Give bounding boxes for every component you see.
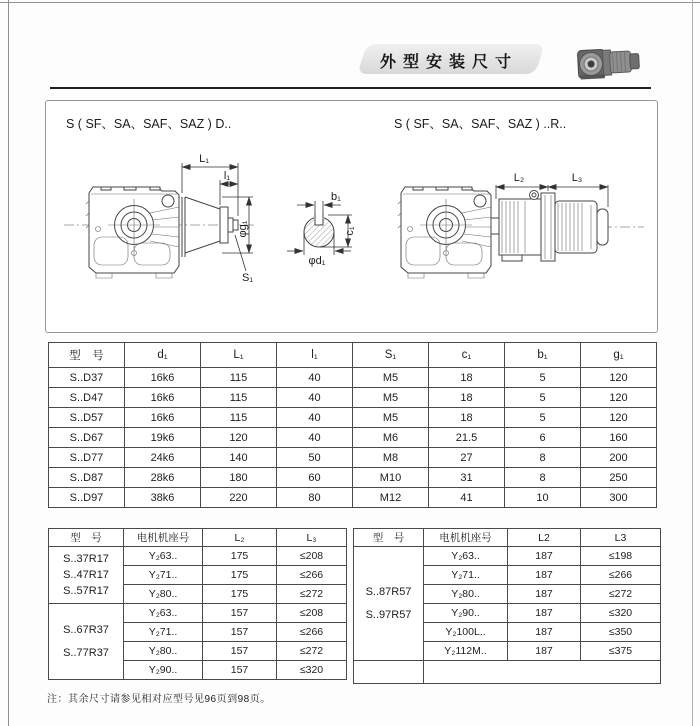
dim-label-b1: b₁ xyxy=(331,191,341,203)
table-cell: 157 xyxy=(203,623,277,642)
table-cell: Y₂71.. xyxy=(124,566,203,585)
table-cell: M10 xyxy=(353,468,429,488)
table-row xyxy=(49,368,657,388)
table-cell: 115 xyxy=(201,388,277,408)
table-cell: 40 xyxy=(277,428,353,448)
table-cell: S..D47 xyxy=(49,388,125,408)
table-cell: Y₂90.. xyxy=(124,661,203,680)
table-cell: 16k6 xyxy=(125,408,201,428)
table-cell: Y₂80.. xyxy=(424,585,508,604)
table-cell: 157 xyxy=(203,604,277,623)
table-cell: 41 xyxy=(429,488,505,508)
motor-table-r57 xyxy=(353,528,661,684)
column-header: g₁ xyxy=(581,343,657,368)
table-row xyxy=(49,408,657,428)
table-cell: 18 xyxy=(429,368,505,388)
column-header: d₁ xyxy=(125,343,201,368)
table-row xyxy=(49,547,347,566)
dim-label-L2: L₂ xyxy=(513,172,525,184)
table-cell: 157 xyxy=(203,661,277,680)
page-border-left xyxy=(8,0,9,726)
table-cell: ≤208 xyxy=(277,604,347,623)
gearmotor-photo-art xyxy=(574,38,646,86)
table-cell: S..D57 xyxy=(49,408,125,428)
table-cell: 115 xyxy=(201,408,277,428)
table-cell: Y₂63.. xyxy=(124,604,203,623)
footnote: 注：其余尺寸请参见相对应型号见96页到98页。 xyxy=(47,694,271,705)
table-cell: Y₂112M.. xyxy=(424,642,508,661)
table-cell: 157 xyxy=(203,642,277,661)
r-type-drawing xyxy=(398,172,644,278)
table-cell: 120 xyxy=(581,408,657,428)
table-cell: 300 xyxy=(581,488,657,508)
table-row xyxy=(49,604,347,623)
page-border-top xyxy=(0,2,700,3)
motor-table-header-row xyxy=(354,529,661,547)
dim-label-L1: L₁ xyxy=(199,153,209,165)
table-cell: 10 xyxy=(505,488,581,508)
table-cell: ≤266 xyxy=(277,623,347,642)
page-border-right xyxy=(692,0,693,726)
table-row xyxy=(49,428,657,448)
table-cell: 18 xyxy=(429,388,505,408)
table-cell: Y₂100L.. xyxy=(424,623,508,642)
column-header: c₁ xyxy=(429,343,505,368)
table-cell: M5 xyxy=(353,408,429,428)
table-cell: ≤272 xyxy=(277,585,347,604)
table-cell: 200 xyxy=(581,448,657,468)
table-cell: S..D77 xyxy=(49,448,125,468)
table-row xyxy=(49,448,657,468)
table-cell: Y₂80.. xyxy=(124,642,203,661)
table-cell: 187 xyxy=(508,547,581,566)
table-cell: ≤266 xyxy=(277,566,347,585)
dim-label-L3: L₃ xyxy=(571,172,583,184)
table-cell: ≤320 xyxy=(277,661,347,680)
table-cell: 40 xyxy=(277,368,353,388)
table-cell: Y₂80.. xyxy=(124,585,203,604)
table-cell: 187 xyxy=(508,604,581,623)
table-row xyxy=(49,488,657,508)
table-cell: Y₂63.. xyxy=(424,547,508,566)
table-cell: Y₂90.. xyxy=(424,604,508,623)
table-cell xyxy=(354,661,424,684)
column-header: b₁ xyxy=(505,343,581,368)
motor-table-r17-r37 xyxy=(48,528,347,680)
table-cell: ≤272 xyxy=(277,642,347,661)
motor-table-header-row xyxy=(49,529,347,547)
table-cell: 28k6 xyxy=(125,468,201,488)
column-header: 电机机座号 xyxy=(424,529,508,547)
table-cell: M12 xyxy=(353,488,429,508)
table-cell: 175 xyxy=(203,566,277,585)
model-label: S..87R57 xyxy=(365,585,412,598)
model-group-cell xyxy=(49,547,124,604)
table-cell: 38k6 xyxy=(125,488,201,508)
dim-label-c1: c₁ xyxy=(344,226,356,236)
model-label: S..47R17 xyxy=(63,568,109,581)
table-cell: ≤350 xyxy=(581,623,661,642)
table-cell: M8 xyxy=(353,448,429,468)
model-label: S..77R37 xyxy=(63,646,109,659)
gearmotor-photo xyxy=(574,38,646,91)
model-group-cell xyxy=(49,604,124,680)
section-label-r-type: S ( SF、SA、SAF、SAZ ) ..R.. xyxy=(394,117,567,131)
shaft-cross-section-drawing xyxy=(287,191,356,267)
dim-label-S1: S₁ xyxy=(242,272,254,284)
table-cell: M5 xyxy=(353,368,429,388)
table-cell: 5 xyxy=(505,368,581,388)
table-cell: 19k6 xyxy=(125,428,201,448)
model-group-cell xyxy=(354,547,424,661)
table-cell: S..D67 xyxy=(49,428,125,448)
table-row xyxy=(49,468,657,488)
table-cell xyxy=(424,661,661,684)
column-header: L3 xyxy=(581,529,661,547)
table-cell: 175 xyxy=(203,547,277,566)
table-cell: 31 xyxy=(429,468,505,488)
table-cell: 250 xyxy=(581,468,657,488)
table-cell: 187 xyxy=(508,642,581,661)
table-cell: 24k6 xyxy=(125,448,201,468)
column-header: l₁ xyxy=(277,343,353,368)
dim-label-d1: φd₁ xyxy=(308,255,326,267)
table-cell: 120 xyxy=(581,388,657,408)
table-cell: 6 xyxy=(505,428,581,448)
main-dimension-table xyxy=(48,342,657,508)
model-label: S..67R37 xyxy=(63,623,109,636)
table-cell: 120 xyxy=(201,428,277,448)
table-cell: ≤320 xyxy=(581,604,661,623)
empty-row xyxy=(354,661,661,684)
column-header: 型 号 xyxy=(354,529,424,547)
table-cell: 60 xyxy=(277,468,353,488)
table-cell: 160 xyxy=(581,428,657,448)
d-type-drawing xyxy=(64,153,256,284)
table-cell: Y₂63.. xyxy=(124,547,203,566)
table-cell: 16k6 xyxy=(125,388,201,408)
table-row xyxy=(354,547,661,566)
table-cell: ≤198 xyxy=(581,547,661,566)
column-header: L2 xyxy=(508,529,581,547)
drawings-panel xyxy=(45,100,658,333)
column-header: 电机机座号 xyxy=(124,529,203,547)
main-table-header-row xyxy=(49,343,657,368)
table-cell: Y₂71.. xyxy=(424,566,508,585)
table-cell: 115 xyxy=(201,368,277,388)
table-cell: 8 xyxy=(505,468,581,488)
table-cell: 18 xyxy=(429,408,505,428)
page-title: 外型安装尺寸 xyxy=(380,54,519,71)
table-cell: 140 xyxy=(201,448,277,468)
table-cell: S..D97 xyxy=(49,488,125,508)
column-header: L₂ xyxy=(203,529,277,547)
table-cell: 187 xyxy=(508,585,581,604)
table-cell: 50 xyxy=(277,448,353,468)
table-cell: 220 xyxy=(201,488,277,508)
dim-label-g1: φg₁ xyxy=(237,220,249,238)
table-cell: 187 xyxy=(508,566,581,585)
table-cell: 180 xyxy=(201,468,277,488)
table-cell: 120 xyxy=(581,368,657,388)
column-header: L₃ xyxy=(277,529,347,547)
column-header: L₁ xyxy=(201,343,277,368)
table-cell: ≤266 xyxy=(581,566,661,585)
column-header: S₁ xyxy=(353,343,429,368)
table-cell: ≤375 xyxy=(581,642,661,661)
table-cell: 27 xyxy=(429,448,505,468)
table-cell: 80 xyxy=(277,488,353,508)
table-cell: 5 xyxy=(505,408,581,428)
table-cell: M6 xyxy=(353,428,429,448)
model-label: S..37R17 xyxy=(63,552,109,565)
table-cell: S..D37 xyxy=(49,368,125,388)
header-divider xyxy=(50,87,651,89)
model-label: S..57R17 xyxy=(63,584,109,597)
table-row xyxy=(49,388,657,408)
table-cell: 16k6 xyxy=(125,368,201,388)
table-cell: M5 xyxy=(353,388,429,408)
table-cell: 187 xyxy=(508,623,581,642)
table-cell: ≤272 xyxy=(581,585,661,604)
section-label-d-type: S ( SF、SA、SAF、SAZ ) D.. xyxy=(66,117,232,131)
table-cell: 21.5 xyxy=(429,428,505,448)
column-header: 型 号 xyxy=(49,529,124,547)
model-label: S..97R57 xyxy=(365,608,412,621)
technical-drawing xyxy=(46,125,655,330)
table-cell: ≤208 xyxy=(277,547,347,566)
table-cell: Y₂71.. xyxy=(124,623,203,642)
table-cell: 8 xyxy=(505,448,581,468)
table-cell: 175 xyxy=(203,585,277,604)
table-cell: S..D87 xyxy=(49,468,125,488)
table-cell: 40 xyxy=(277,388,353,408)
column-header: 型 号 xyxy=(49,343,125,368)
dim-label-l1: l₁ xyxy=(223,170,231,182)
table-cell: 5 xyxy=(505,388,581,408)
table-cell: 40 xyxy=(277,408,353,428)
